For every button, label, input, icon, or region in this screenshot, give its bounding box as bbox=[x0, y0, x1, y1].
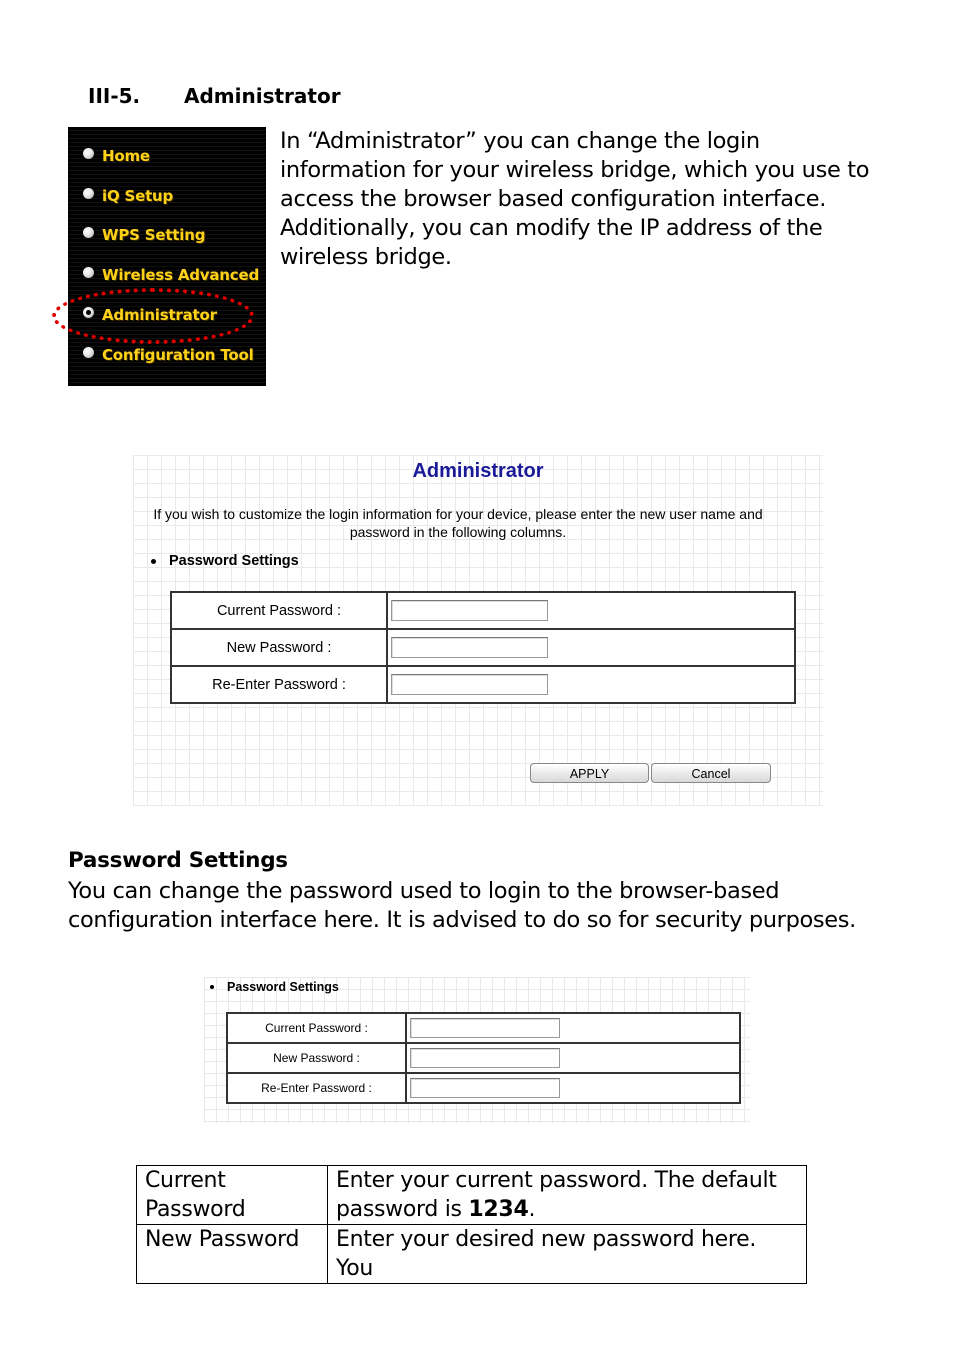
radio-icon bbox=[83, 347, 94, 358]
highlight-ring bbox=[52, 288, 254, 344]
reenter-password-input[interactable] bbox=[410, 1078, 560, 1098]
menu-item-label: Administrator bbox=[102, 306, 217, 324]
new-password-cell bbox=[387, 629, 795, 666]
cancel-button[interactable]: Cancel bbox=[651, 763, 771, 783]
menu-item-iq-setup[interactable] bbox=[83, 185, 173, 207]
menu-item-wps-setting[interactable] bbox=[83, 224, 205, 246]
reenter-password-label: Re-Enter Password : bbox=[227, 1073, 406, 1103]
menu-item-label: Wireless Advanced bbox=[102, 266, 259, 284]
new-password-input[interactable] bbox=[391, 637, 548, 658]
definition-cell bbox=[328, 1225, 807, 1284]
radio-icon bbox=[83, 188, 94, 199]
new-password-label: New Password : bbox=[227, 1043, 406, 1073]
current-password-cell bbox=[387, 592, 795, 629]
current-password-label: Current Password : bbox=[227, 1013, 406, 1043]
bullet-icon bbox=[210, 985, 214, 989]
definition-text-end: . bbox=[528, 1197, 536, 1222]
table-row bbox=[227, 1013, 740, 1043]
bullet-icon bbox=[151, 559, 156, 564]
password-table bbox=[170, 591, 796, 704]
reenter-password-cell bbox=[387, 666, 795, 703]
router-menu bbox=[68, 127, 266, 386]
password-table bbox=[226, 1012, 741, 1104]
term-cell: Current Password bbox=[137, 1166, 328, 1225]
intro-paragraph: In “Administrator” you can change the login information for your wireless bridge, which you use to access the browser based configuration interface. Additionally, you can modify the IP address of the wireless bridge. bbox=[280, 128, 870, 270]
current-password-input[interactable] bbox=[391, 600, 548, 621]
admin-screen-description: If you wish to customize the login information for your device, please enter the new user name and password in the following columns. bbox=[153, 506, 763, 540]
menu-item-label: Configuration Tool bbox=[102, 346, 254, 364]
current-password-cell bbox=[406, 1013, 740, 1043]
menu-item-configuration-tool[interactable] bbox=[83, 344, 254, 366]
password-settings-title bbox=[210, 980, 339, 994]
table-row bbox=[137, 1166, 807, 1225]
password-screen-panel bbox=[204, 977, 750, 1123]
reenter-password-label: Re-Enter Password : bbox=[171, 666, 387, 703]
password-settings-label: Password Settings bbox=[169, 553, 299, 569]
definition-text: Enter your current password. The default password is bbox=[336, 1168, 777, 1222]
section-number: III-5. bbox=[88, 84, 141, 108]
table-row bbox=[137, 1225, 807, 1284]
menu-item-home[interactable] bbox=[83, 145, 150, 167]
definition-text: Enter your desired new password here. You bbox=[336, 1227, 757, 1281]
new-password-cell bbox=[406, 1043, 740, 1073]
section-heading bbox=[88, 84, 341, 108]
definition-cell bbox=[328, 1166, 807, 1225]
apply-button[interactable]: APPLY bbox=[530, 763, 649, 783]
admin-screen-title: Administrator bbox=[412, 460, 544, 482]
radio-icon bbox=[83, 227, 94, 238]
menu-item-label: WPS Setting bbox=[102, 226, 206, 244]
reenter-password-input[interactable] bbox=[391, 674, 548, 695]
menu-item-wireless-advanced[interactable] bbox=[83, 264, 259, 286]
password-settings-title bbox=[151, 553, 299, 569]
radio-icon bbox=[83, 148, 94, 159]
current-password-label: Current Password : bbox=[171, 592, 387, 629]
table-row bbox=[227, 1043, 740, 1073]
default-password-value: 1234 bbox=[468, 1197, 529, 1222]
new-password-label: New Password : bbox=[171, 629, 387, 666]
radio-icon bbox=[83, 267, 94, 278]
field-description-table bbox=[136, 1165, 807, 1284]
admin-screen-panel bbox=[133, 455, 823, 806]
current-password-input[interactable] bbox=[410, 1018, 560, 1038]
table-row bbox=[171, 666, 795, 703]
table-row bbox=[171, 629, 795, 666]
table-row bbox=[171, 592, 795, 629]
new-password-input[interactable] bbox=[410, 1048, 560, 1068]
term-cell: New Password bbox=[137, 1225, 328, 1284]
table-row bbox=[227, 1073, 740, 1103]
menu-item-label: Home bbox=[102, 147, 150, 165]
reenter-password-cell bbox=[406, 1073, 740, 1103]
section-title: Administrator bbox=[184, 84, 341, 108]
menu-item-label: iQ Setup bbox=[102, 187, 174, 205]
password-settings-label: Password Settings bbox=[227, 980, 339, 994]
password-settings-body: You can change the password used to login to the browser-based configuration interface here. It is advised to do so for security purposes. bbox=[68, 878, 856, 933]
password-settings-heading: Password Settings bbox=[68, 848, 288, 873]
